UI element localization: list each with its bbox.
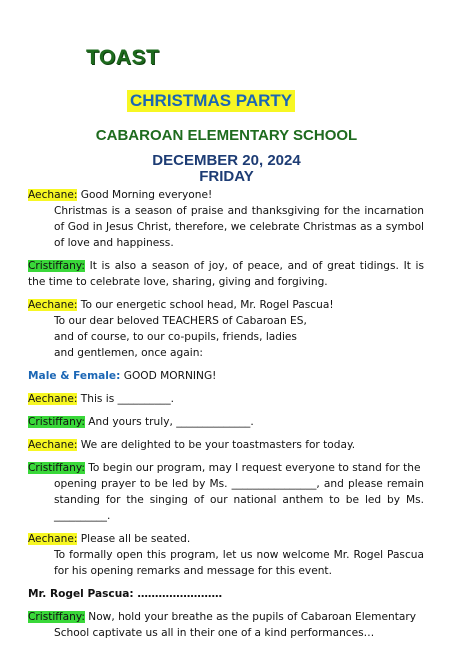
script-block-11 bbox=[28, 609, 424, 641]
event-date-block bbox=[0, 153, 453, 185]
speaker-aechane: Aechane: bbox=[28, 299, 78, 311]
script-block-5 bbox=[28, 391, 424, 407]
speaker-cristiffany: Cristiffany: bbox=[28, 462, 85, 474]
school-name: CABAROAN ELEMENTARY SCHOOL bbox=[95, 127, 358, 144]
event-day: FRIDAY bbox=[199, 168, 254, 185]
speaker-aechane: Aechane: bbox=[28, 189, 78, 201]
line: To our energetic school head, Mr. Rogel Pascua! bbox=[80, 299, 334, 311]
line: Please all be seated. bbox=[80, 533, 191, 545]
script-block-9 bbox=[28, 531, 424, 579]
line: To our dear beloved TEACHERS of Cabaroan ES, bbox=[54, 315, 307, 327]
speaker-cristiffany: Cristiffany: bbox=[28, 260, 85, 272]
speaker-cristiffany: Cristiffany: bbox=[28, 611, 85, 623]
toast-title: TOAST bbox=[86, 46, 160, 69]
line: To formally open this program, let us now welcome Mr. Rogel Pascua for his opening remarks and message for this event. bbox=[54, 549, 424, 577]
speaker-aechane: Aechane: bbox=[28, 439, 78, 451]
script-block-1 bbox=[28, 187, 424, 251]
script-block-4 bbox=[28, 368, 424, 384]
line: GOOD MORNING! bbox=[123, 370, 217, 382]
script-body bbox=[28, 187, 424, 648]
script-block-3 bbox=[28, 297, 424, 361]
script-block-10: Mr. Rogel Pascua: …………………… bbox=[28, 588, 223, 600]
line: School captivate us all in their one of a kind performances… bbox=[54, 627, 375, 639]
line: We are delighted to be your toastmasters for today. bbox=[80, 439, 356, 451]
line: This is __________. bbox=[80, 393, 174, 405]
line: Now, hold your breathe as the pupils of Cabaroan Elementary bbox=[88, 611, 417, 623]
speaker-aechane: Aechane: bbox=[28, 393, 78, 405]
line: opening prayer to be led by Ms. ________________, and please remain standing for the singing of our national anthem to be led by Ms. __________. bbox=[54, 478, 424, 522]
line: It is also a season of joy, of peace, and of great tidings. It is the time to celebrate love, sharing, giving and forgiving. bbox=[28, 260, 424, 288]
line: And yours truly, ______________. bbox=[88, 416, 254, 428]
line: Christmas is a season of praise and thanksgiving for the incarnation of God in Jesus Christ, therefore, we celebrate Christmas as a symbol of love and happiness. bbox=[54, 205, 424, 249]
script-block-6 bbox=[28, 414, 424, 430]
line: and gentlemen, once again: bbox=[54, 347, 203, 359]
event-title: CHRISTMAS PARTY bbox=[127, 90, 295, 112]
script-block-2 bbox=[28, 258, 424, 290]
line: Good Morning everyone! bbox=[80, 189, 213, 201]
speaker-male-female: Male & Female: bbox=[28, 370, 121, 382]
line: To begin our program, may I request everyone to stand for the bbox=[88, 462, 421, 474]
speaker-aechane: Aechane: bbox=[28, 533, 78, 545]
speaker-cristiffany: Cristiffany: bbox=[28, 416, 85, 428]
script-block-8 bbox=[28, 460, 424, 524]
line: and of course, to our co-pupils, friends, ladies bbox=[54, 331, 297, 343]
script-block-7 bbox=[28, 437, 424, 453]
event-date: DECEMBER 20, 2024 bbox=[152, 152, 301, 169]
